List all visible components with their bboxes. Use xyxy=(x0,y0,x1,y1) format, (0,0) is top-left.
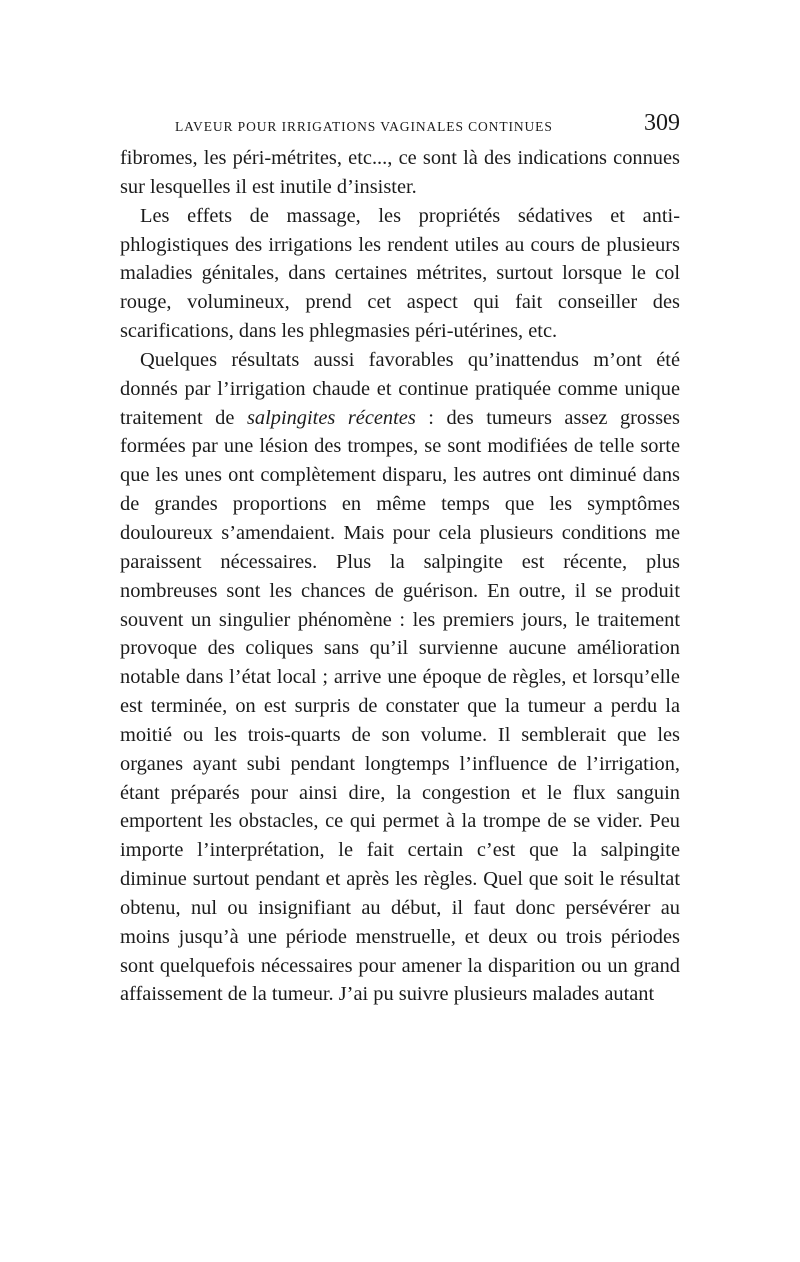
paragraph-3 xyxy=(120,346,680,1009)
paragraph-3-text-end: : des tumeurs assez grosses formées par une lésion des trompes, se sont modifiées de telle sorte que les unes ont complètement disparu, les autres ont diminué dans de grandes proportions en même temps que les symptômes douloureux s’amendaient. Mais pour cela plusieurs conditions me paraissent nécessaires. Plus la salpingite est récente, plus nombreuses sont les chances de guérison. En outre, il se produit souvent un singulier phénomène : les premiers jours, le traitement provoque des coliques sans qu’il survienne aucune amélioration notable dans l’état local ; arrive une époque de règles, et lorsqu’elle est terminée, on est surpris de constater que la tumeur a perdu la moitié ou les trois-quarts de son volume. Il semblerait que les organes ayant subi pendant longtemps l’influence de l’irrigation, étant préparés pour ainsi dire, la congestion et le flux sanguin emportent les obstacles, ce qui permet à la trompe de se vider. Peu importe l’interprétation, le fait certain c’est que la salpingite diminue surtout pendant et après les règles. Quel que soit le résultat obtenu, nul ou insignifiant au début, il faut donc persévérer au moins jusqu’à une période menstruelle, et deux ou trois périodes sont quelquefois nécessaires pour amener la disparition ou un grand affaissement de la tumeur. J’ai pu suivre plusieurs malades autant xyxy=(120,406,680,1006)
body-text xyxy=(120,144,680,1009)
paragraph-3-text-start: Quelques résultats aussi favorables qu’inattendus m’ont été donnés par l’irrigation chaude et continue pratiquée comme unique traitement de xyxy=(120,348,680,429)
paragraph-2: Les effets de massage, les propriétés sédatives et anti-phlogistiques des irrigations les rendent utiles au cours de plusieurs maladies génitales, dans certaines métrites, surtout lorsque le col rouge, volumineux, prend cet aspect qui fait conseiller des scarifications, dans les phlegmasies péri-utérines, etc. xyxy=(120,204,680,343)
book-page xyxy=(120,104,680,1009)
italic-term: salpingites récentes xyxy=(246,406,416,429)
paragraph-1: fibromes, les péri-métrites, etc..., ce sont là des indications connues sur lesquelles il est inutile d’insister. xyxy=(120,147,680,198)
running-head xyxy=(120,104,680,144)
page-number: 309 xyxy=(644,110,680,136)
running-title: LAVEUR POUR IRRIGATIONS VAGINALES CONTINUES xyxy=(175,119,553,134)
